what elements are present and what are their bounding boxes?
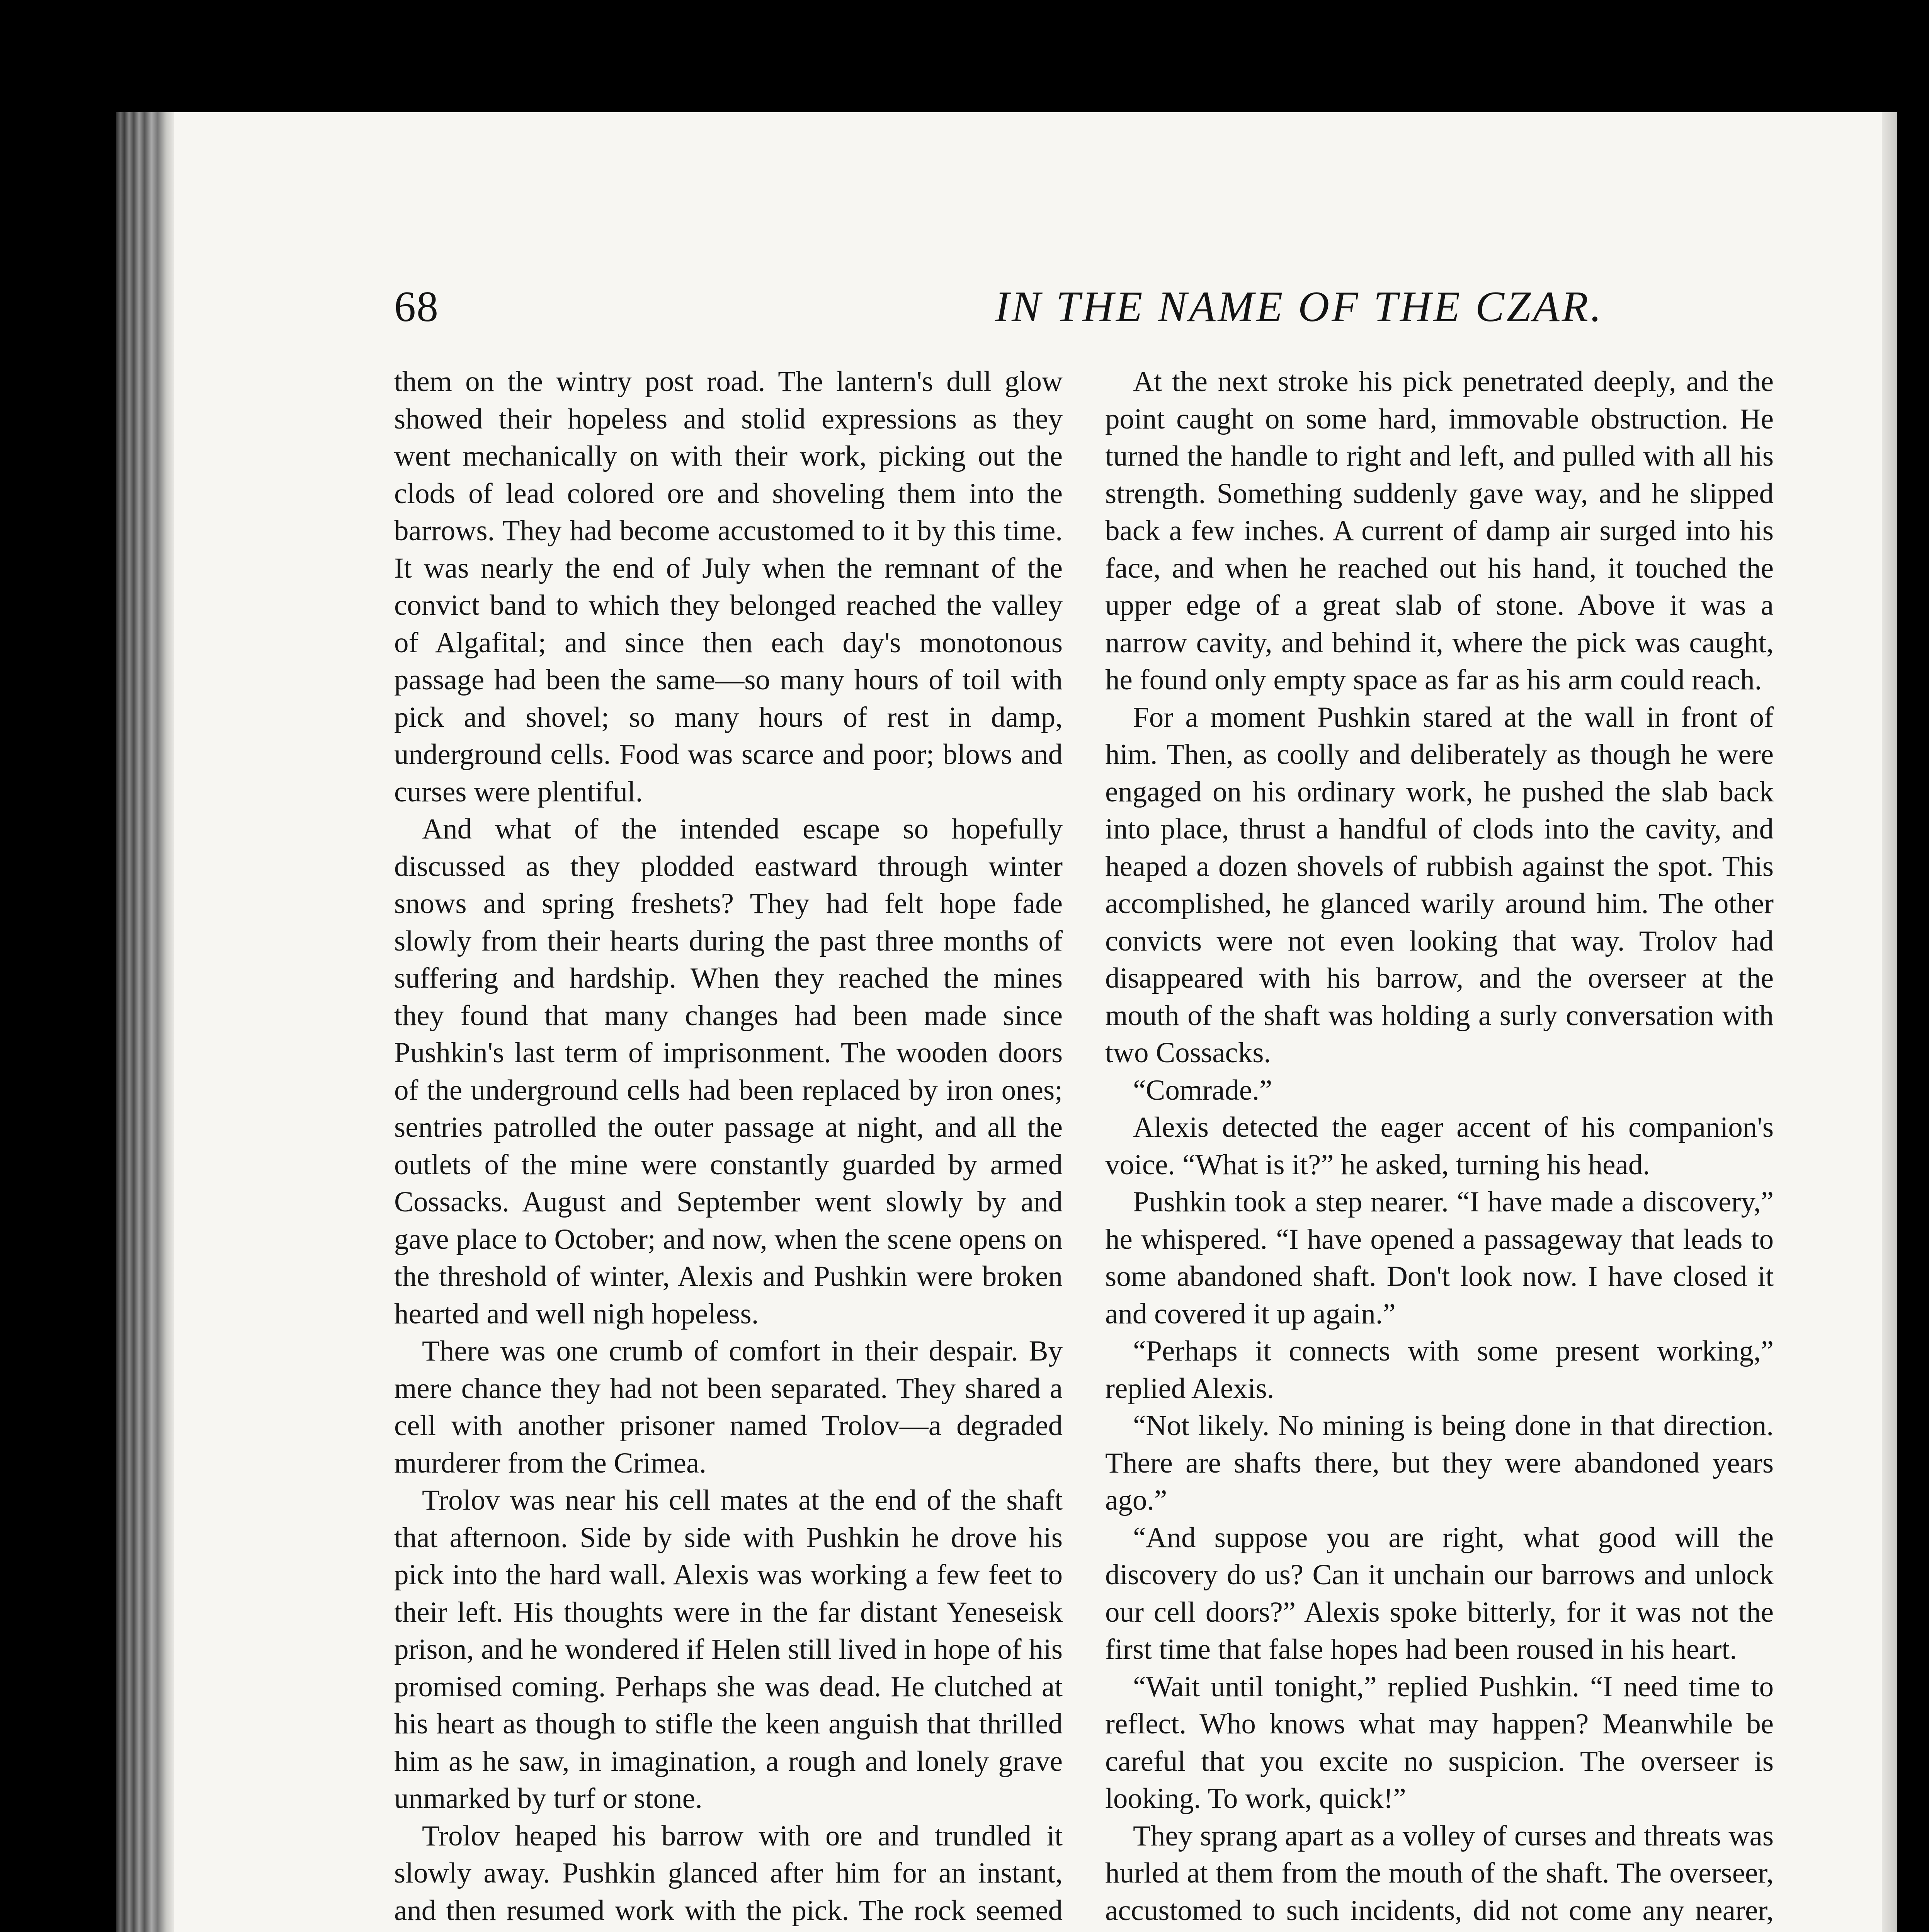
paragraph: Trolov was near his cell mates at the end of the shaft that afternoon. Side by side with Pushkin he drove his pick into the hard wall. Alexis was working a few feet to their left. His thoughts were in the far distant Yeneseisk prison, and he wondered if Helen still lived in hope of his promised coming. Perhaps she was dead. He clutched at his heart as though to stifle the keen anguish that thrilled him as he saw, in imagination, a rough and lonely grave unmarked by turf or stone. bbox=[394, 1484, 1063, 1815]
left-column bbox=[394, 363, 1063, 1932]
paragraph: For a moment Pushkin stared at the wall in front of him. Then, as coolly and deliberately as though he were engaged on his ordinary work, he pushed the slab back into place, thrust a handful of clods into the cavity, and heaped a dozen shovels of rubbish against the spot. This accomplished, he glanced warily around him. The other convicts were not even looking that way. Trolov had disappeared with his barrow, and the overseer at the mouth of the shaft was holding a surly conversation with two Cossacks. bbox=[1105, 701, 1774, 1069]
right-column bbox=[1105, 363, 1774, 1932]
paragraph: Pushkin took a step nearer. “I have made a discovery,” he whispered. “I have opened a passageway that leads to some abandoned shaft. Don't look now. I have closed it and covered it up again.” bbox=[1105, 1186, 1774, 1330]
paragraph: “Wait until tonight,” replied Pushkin. “I need time to reflect. Who knows what may happen? Meanwhile be careful that you excite no suspicion. The overseer is looking. To work, quick!” bbox=[1105, 1670, 1774, 1815]
page-edge bbox=[1882, 112, 1897, 1932]
page-binding bbox=[116, 112, 174, 1932]
paragraph: At the next stroke his pick penetrated deeply, and the point caught on some hard, immovable obstruction. He turned the handle to right and left, and pulled with all his strength. Something suddenly gave way, and he slipped back a few inches. A current of damp air surged into his face, and when he reached out his hand, it touched the upper edge of a great slab of stone. Above it was a narrow cavity, and behind it, where the pick was caught, he found only empty space as far as his arm could reach. bbox=[1105, 366, 1774, 696]
paragraph: They sprang apart as a volley of curses and threats was hurled at them from the mouth of the shaft. The overseer, accustomed to such incidents, did not come any nearer, bbox=[1105, 1820, 1774, 1927]
running-title: IN THE NAME OF THE CZAR. bbox=[995, 283, 1604, 331]
page-number: 68 bbox=[394, 283, 439, 331]
book-page bbox=[116, 112, 1897, 1932]
paragraph: There was one crumb of comfort in their despair. By mere chance they had not been separated. They shared a cell with another prisoner named Trolov—a degraded murderer from the Crimea. bbox=[394, 1335, 1063, 1479]
paragraph: “And suppose you are right, what good will the discovery do us? Can it unchain our barrows and unlock our cell doors?” Alexis spoke bitterly, for it was not the first time that false hopes had been roused in his heart. bbox=[1105, 1521, 1774, 1665]
running-header bbox=[394, 282, 1604, 336]
paragraph: Trolov heaped his barrow with ore and trundled it slowly away. Pushkin glanced after him for an instant, and then resumed work with the pick. The rock seemed bbox=[394, 1820, 1063, 1927]
paragraph: Alexis detected the eager accent of his companion's voice. “What is it?” he asked, turning his head. bbox=[1105, 1111, 1774, 1181]
paragraph: “Comrade.” bbox=[1133, 1074, 1272, 1106]
paragraph: And what of the intended escape so hopefully discussed as they plodded eastward through winter snows and spring freshets? They had felt hope fade slowly from their hearts during the past three months of suffering and hardship. When they reached the mines they found that many changes had been made since Pushkin's last term of imprisonment. The wooden doors of the underground cells had been replaced by iron ones; sentries patrolled the outer passage at night, and all the outlets of the mine were constantly guarded by armed Cossacks. August and September went slowly by and gave place to October; and now, when the scene opens on the threshold of winter, Alexis and Pushkin were broken hearted and well nigh hopeless. bbox=[394, 813, 1063, 1330]
paragraph: “Perhaps it connects with some present working,” replied Alexis. bbox=[1105, 1335, 1774, 1405]
paragraph: them on the wintry post road. The lantern's dull glow showed their hopeless and stolid expressions as they went mechanically on with their work, picking out the clods of lead colored ore and shoveling them into the barrows. They had become accustomed to it by this time. It was nearly the end of July when the remnant of the convict band to which they belonged reached the valley of Algafital; and since then each day's monotonous passage had been the same—so many hours of toil with pick and shovel; so many hours of rest in damp, underground cells. Food was scarce and poor; blows and curses were plentiful. bbox=[394, 366, 1063, 808]
paragraph: “Not likely. No mining is being done in that direction. There are shafts there, but they were abandoned years ago.” bbox=[1105, 1410, 1774, 1516]
